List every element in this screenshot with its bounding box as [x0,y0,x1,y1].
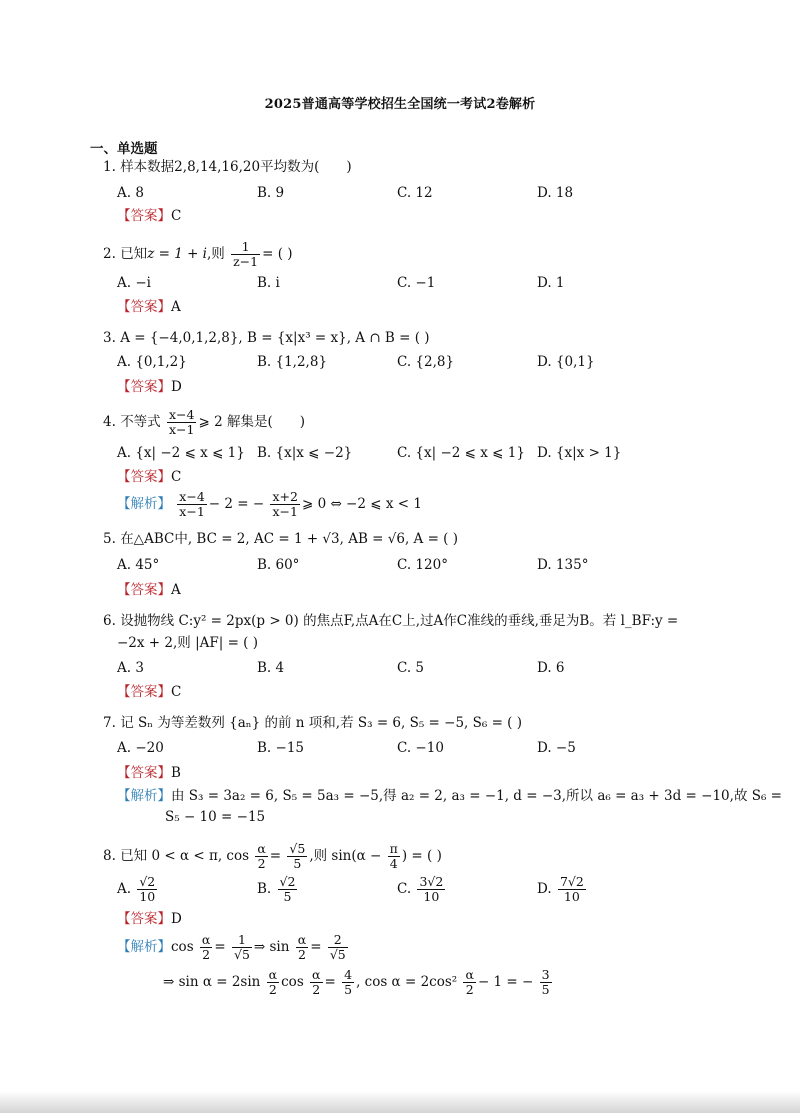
q6-answer: 【答案】C [117,684,182,700]
q1-answer: 【答案】C [117,208,182,224]
q1-option-d: D. 18 [537,185,574,201]
q8-option-a: A. $\frac{√2}{10}$ [117,874,156,904]
q2-option-b: B. i [257,275,280,291]
q3-option-a: A. {0,1,2} [117,354,187,370]
q6-option-d: D. 6 [537,660,565,676]
q6-option-c: C. 5 [397,660,425,676]
page-title: 2025普通高等学校招生全国统一考试2卷解析 [264,97,536,112]
q8-option-d: D. $\frac{7√2}{10}$ [537,874,584,904]
q7-option-b: B. −15 [257,740,304,756]
question-1: 1. 样本数据2,8,14,16,20平均数为( ) [103,159,352,175]
q3-answer: 【答案】D [117,379,182,395]
q6-option-a: A. 3 [117,660,144,676]
q7-explanation: 【解析】由 S₃ = 3a₂ = 6, S₅ = 5a₃ = −5,得 a₂ = 2, a₃ = −1, d = −3,所以 a₆ = a₃ + 3d = −10,故 S₆ = [117,788,782,804]
q8-explanation: 【解析】cos $\frac{\alpha}{2}$ = $\frac{1}{√5}$ ⇒ sin $\frac{\alpha}{2}$ = $\frac{2}{√5}$ [117,932,346,962]
question-8: 8. 已知 0 < α < π, cos $\frac{\alpha}{2}$ = $\frac{√5}{5}$ ,则 sin(α − $\frac{\pi}{4}$ ) = ( ) [103,841,442,871]
q7-explanation-cont: S₅ − 10 = −15 [165,809,266,825]
question-3: 3. A = {−4,0,1,2,8}, B = {x|x³ = x}, A ∩ B = ( ) [103,330,430,346]
q7-option-d: D. −5 [537,740,576,756]
q7-option-a: A. −20 [117,740,164,756]
question-7: 7. 记 Sₙ 为等差数列 {aₙ} 的前 n 项和,若 S₃ = 6, S₅ = −5, S₆ = ( ) [103,715,523,731]
q2-answer: 【答案】A [117,299,181,315]
q8-answer: 【答案】D [117,911,182,927]
question-6-cont: −2x + 2,则 |AF| = ( ) [117,635,259,651]
q8-option-c: C. $\frac{3√2}{10}$ [397,874,444,904]
q3-option-c: C. {2,8} [397,354,455,370]
q8-option-b: B. $\frac{√2}{5}$ [257,874,296,904]
question-4: 4. 不等式 $\frac{x-4}{x-1}$ ⩾ 2 解集是( ) [103,407,305,437]
q4-explanation: 【解析】 $\frac{x-4}{x-1}$ − 2 = − $\frac{x+2}{x-1}$ ⩾ 0 ⇔ −2 ⩽ x < 1 [117,489,422,519]
q6-option-b: B. 4 [257,660,285,676]
q5-answer: 【答案】A [117,582,181,598]
q5-option-d: D. 135° [537,557,589,573]
question-5: 5. 在△ABC中, BC = 2, AC = 1 + √3, AB = √6, A = ( ) [103,531,459,547]
question-6: 6. 设抛物线 C:y² = 2px(p > 0) 的焦点F,点A在C上,过A作C准线的垂线,垂足为B。若 l_BF:y = [103,613,679,629]
q7-option-c: C. −10 [397,740,444,756]
q3-option-b: B. {1,2,8} [257,354,328,370]
q5-option-c: C. 120° [397,557,448,573]
q4-option-c: C. {x| −2 ⩽ x ⩽ 1} [397,445,525,461]
q8-explanation-cont: ⇒ sin α = 2sin $\frac{\alpha}{2}$ cos $\frac{\alpha}{2}$ = $\frac{4}{5}$ , cos α = 2cos² $\frac{\alpha}{2}$ − 1 = − $\frac{3}{5}$ [163,967,550,997]
q2-option-d: D. 1 [537,275,565,291]
q4-option-d: D. {x|x > 1} [537,445,622,461]
q5-option-b: B. 60° [257,557,300,573]
question-2: 2. 已知z = 1 + i,则 $\frac{1}{z-1}$ = ( ) [103,239,293,269]
q1-option-c: C. 12 [397,185,433,201]
q1-option-b: B. 9 [257,185,285,201]
q4-answer: 【答案】C [117,469,182,485]
q7-answer: 【答案】B [117,765,181,781]
q5-option-a: A. 45° [117,557,160,573]
q3-option-d: D. {0,1} [537,354,595,370]
q4-option-a: A. {x| −2 ⩽ x ⩽ 1} [117,445,245,461]
q4-option-b: B. {x|x ⩽ −2} [257,445,353,461]
q2-option-a: A. −i [117,275,151,291]
q1-option-a: A. 8 [117,185,144,201]
page-bottom-edge [0,1091,800,1113]
q2-option-c: C. −1 [397,275,436,291]
section-heading: 一、单选题 [90,141,158,157]
